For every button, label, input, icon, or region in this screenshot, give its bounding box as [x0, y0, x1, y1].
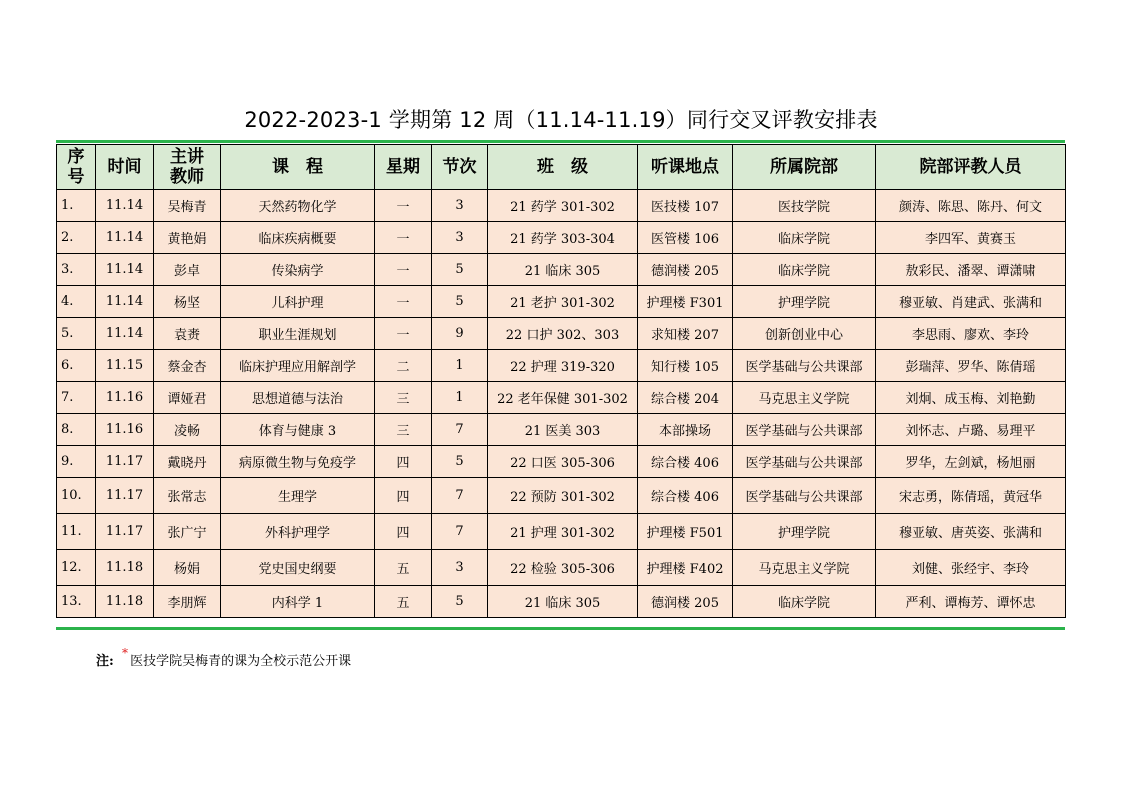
row-teacher: 彭卓 [154, 254, 221, 286]
row-time: 11.18 [96, 550, 154, 586]
table-row [57, 382, 1066, 414]
header-index: 序 号 [57, 145, 96, 190]
row-weekday: 四 [375, 446, 432, 478]
row-location: 德润楼 205 [638, 254, 733, 286]
row-index: 7. [57, 382, 96, 414]
row-class: 22 口医 305-306 [488, 446, 638, 478]
row-weekday: 三 [375, 414, 432, 446]
row-time: 11.14 [96, 318, 154, 350]
row-course: 天然药物化学 [221, 190, 375, 222]
row-time: 11.17 [96, 446, 154, 478]
table-row [57, 514, 1066, 550]
header-department: 所属院部 [733, 145, 876, 190]
row-teacher: 袁赉 [154, 318, 221, 350]
row-department: 护理学院 [733, 286, 876, 318]
row-evaluators: 穆亚敏、肖建武、张满和 [876, 286, 1066, 318]
row-weekday: 四 [375, 514, 432, 550]
table-row [57, 446, 1066, 478]
row-index: 11. [57, 514, 96, 550]
row-teacher: 吴梅青 [154, 190, 221, 222]
row-evaluators: 彭瑞萍、罗华、陈倩瑶 [876, 350, 1066, 382]
row-teacher: 杨坚 [154, 286, 221, 318]
row-location: 护理楼 F501 [638, 514, 733, 550]
row-department: 医技学院 [733, 190, 876, 222]
row-course: 党史国史纲要 [221, 550, 375, 586]
row-department: 医学基础与公共课部 [733, 350, 876, 382]
row-weekday: 一 [375, 318, 432, 350]
row-time: 11.14 [96, 222, 154, 254]
header-teacher: 主讲 教师 [154, 145, 221, 190]
row-location: 医管楼 106 [638, 222, 733, 254]
row-weekday: 一 [375, 190, 432, 222]
row-location: 本部操场 [638, 414, 733, 446]
row-class: 21 药学 301-302 [488, 190, 638, 222]
row-index: 2. [57, 222, 96, 254]
row-index: 10. [57, 478, 96, 514]
row-index: 9. [57, 446, 96, 478]
schedule-table [56, 144, 1066, 618]
table-body [57, 190, 1066, 618]
row-evaluators: 敖彩民、潘翠、谭潇啸 [876, 254, 1066, 286]
row-teacher: 杨娟 [154, 550, 221, 586]
row-period: 1 [432, 350, 488, 382]
row-period: 5 [432, 446, 488, 478]
header-location: 听课地点 [638, 145, 733, 190]
row-time: 11.14 [96, 254, 154, 286]
footnote-text: 医技学院吴梅青的课为全校示范公开课 [130, 654, 352, 669]
top-rule [56, 140, 1065, 143]
row-time: 11.15 [96, 350, 154, 382]
row-class: 22 老年保健 301-302 [488, 382, 638, 414]
row-weekday: 二 [375, 350, 432, 382]
asterisk-mark: * [121, 646, 128, 660]
row-evaluators: 刘健、张经宇、李玲 [876, 550, 1066, 586]
row-department: 临床学院 [733, 586, 876, 618]
footnote-label: 注: [96, 654, 114, 669]
row-teacher: 张常志 [154, 478, 221, 514]
row-evaluators: 李四军、黄赛玉 [876, 222, 1066, 254]
row-period: 9 [432, 318, 488, 350]
row-index: 1. [57, 190, 96, 222]
row-teacher: 李朋辉 [154, 586, 221, 618]
row-course: 生理学 [221, 478, 375, 514]
row-index: 6. [57, 350, 96, 382]
row-location: 综合楼 204 [638, 382, 733, 414]
row-period: 3 [432, 190, 488, 222]
row-course: 内科学 1 [221, 586, 375, 618]
row-teacher: 蔡金杏 [154, 350, 221, 382]
row-evaluators: 刘怀志、卢璐、易理平 [876, 414, 1066, 446]
row-time: 11.14 [96, 190, 154, 222]
row-course: 临床护理应用解剖学 [221, 350, 375, 382]
row-course: 传染病学 [221, 254, 375, 286]
row-location: 德润楼 205 [638, 586, 733, 618]
row-teacher: 黄艳娟 [154, 222, 221, 254]
row-index: 5. [57, 318, 96, 350]
row-location: 综合楼 406 [638, 446, 733, 478]
row-time: 11.16 [96, 382, 154, 414]
row-evaluators: 李思雨、廖欢、李玲 [876, 318, 1066, 350]
row-weekday: 五 [375, 586, 432, 618]
row-class: 22 口护 302、303 [488, 318, 638, 350]
row-teacher: 谭娅君 [154, 382, 221, 414]
table-row [57, 318, 1066, 350]
row-period: 7 [432, 478, 488, 514]
header-time: 时间 [96, 145, 154, 190]
row-class: 21 药学 303-304 [488, 222, 638, 254]
row-weekday: 五 [375, 550, 432, 586]
row-weekday: 一 [375, 222, 432, 254]
row-period: 5 [432, 586, 488, 618]
row-weekday: 四 [375, 478, 432, 514]
row-department: 护理学院 [733, 514, 876, 550]
row-weekday: 三 [375, 382, 432, 414]
row-department: 临床学院 [733, 222, 876, 254]
table-row [57, 190, 1066, 222]
row-department: 马克思主义学院 [733, 550, 876, 586]
row-index: 13. [57, 586, 96, 618]
row-teacher: 凌畅 [154, 414, 221, 446]
row-class: 21 老护 301-302 [488, 286, 638, 318]
bottom-rule [56, 627, 1065, 630]
row-class: 22 护理 319-320 [488, 350, 638, 382]
row-class: 22 检验 305-306 [488, 550, 638, 586]
row-location: 综合楼 406 [638, 478, 733, 514]
row-index: 8. [57, 414, 96, 446]
row-course: 思想道德与法治 [221, 382, 375, 414]
header-period: 节次 [432, 145, 488, 190]
row-department: 医学基础与公共课部 [733, 414, 876, 446]
row-period: 5 [432, 254, 488, 286]
footnote [96, 646, 352, 669]
row-period: 7 [432, 414, 488, 446]
header-course: 课 程 [221, 145, 375, 190]
row-location: 医技楼 107 [638, 190, 733, 222]
row-course: 临床疾病概要 [221, 222, 375, 254]
table-row [57, 478, 1066, 514]
row-evaluators: 刘炯、成玉梅、刘艳勤 [876, 382, 1066, 414]
row-class: 22 预防 301-302 [488, 478, 638, 514]
table-row [57, 586, 1066, 618]
row-class: 21 临床 305 [488, 586, 638, 618]
row-evaluators: 宋志勇，陈倩瑶，黄冠华 [876, 478, 1066, 514]
header-evaluators: 院部评教人员 [876, 145, 1066, 190]
row-location: 护理楼 F402 [638, 550, 733, 586]
row-class: 21 医美 303 [488, 414, 638, 446]
row-department: 马克思主义学院 [733, 382, 876, 414]
row-period: 7 [432, 514, 488, 550]
row-time: 11.14 [96, 286, 154, 318]
row-evaluators: 穆亚敏、唐英姿、张满和 [876, 514, 1066, 550]
row-index: 3. [57, 254, 96, 286]
table-row [57, 254, 1066, 286]
row-department: 医学基础与公共课部 [733, 446, 876, 478]
row-index: 4. [57, 286, 96, 318]
row-weekday: 一 [375, 254, 432, 286]
row-period: 3 [432, 550, 488, 586]
row-evaluators: 严利、谭梅芳、谭怀忠 [876, 586, 1066, 618]
row-period: 3 [432, 222, 488, 254]
row-location: 求知楼 207 [638, 318, 733, 350]
row-course: 外科护理学 [221, 514, 375, 550]
row-time: 11.17 [96, 478, 154, 514]
row-time: 11.17 [96, 514, 154, 550]
row-period: 1 [432, 382, 488, 414]
row-location: 护理楼 F301 [638, 286, 733, 318]
row-period: 5 [432, 286, 488, 318]
header-class: 班 级 [488, 145, 638, 190]
page-title: 2022-2023-1 学期第 12 周（11.14-11.19）同行交叉评教安排表 [244, 108, 878, 132]
row-department: 医学基础与公共课部 [733, 478, 876, 514]
header-weekday: 星期 [375, 145, 432, 190]
row-evaluators: 罗华，左剑斌，杨旭丽 [876, 446, 1066, 478]
row-teacher: 戴晓丹 [154, 446, 221, 478]
table-header-row [57, 145, 1066, 190]
row-teacher: 张广宁 [154, 514, 221, 550]
table-row [57, 350, 1066, 382]
row-course: 儿科护理 [221, 286, 375, 318]
row-department: 临床学院 [733, 254, 876, 286]
row-course: 职业生涯规划 [221, 318, 375, 350]
row-location: 知行楼 105 [638, 350, 733, 382]
row-weekday: 一 [375, 286, 432, 318]
table-row [57, 286, 1066, 318]
row-class: 21 护理 301-302 [488, 514, 638, 550]
row-time: 11.16 [96, 414, 154, 446]
table-row [57, 550, 1066, 586]
row-class: 21 临床 305 [488, 254, 638, 286]
row-department: 创新创业中心 [733, 318, 876, 350]
row-evaluators: 颜涛、陈思、陈丹、何文 [876, 190, 1066, 222]
row-time: 11.18 [96, 586, 154, 618]
row-course: 病原微生物与免疫学 [221, 446, 375, 478]
row-course: 体育与健康 3 [221, 414, 375, 446]
table-row [57, 222, 1066, 254]
table-row [57, 414, 1066, 446]
row-index: 12. [57, 550, 96, 586]
